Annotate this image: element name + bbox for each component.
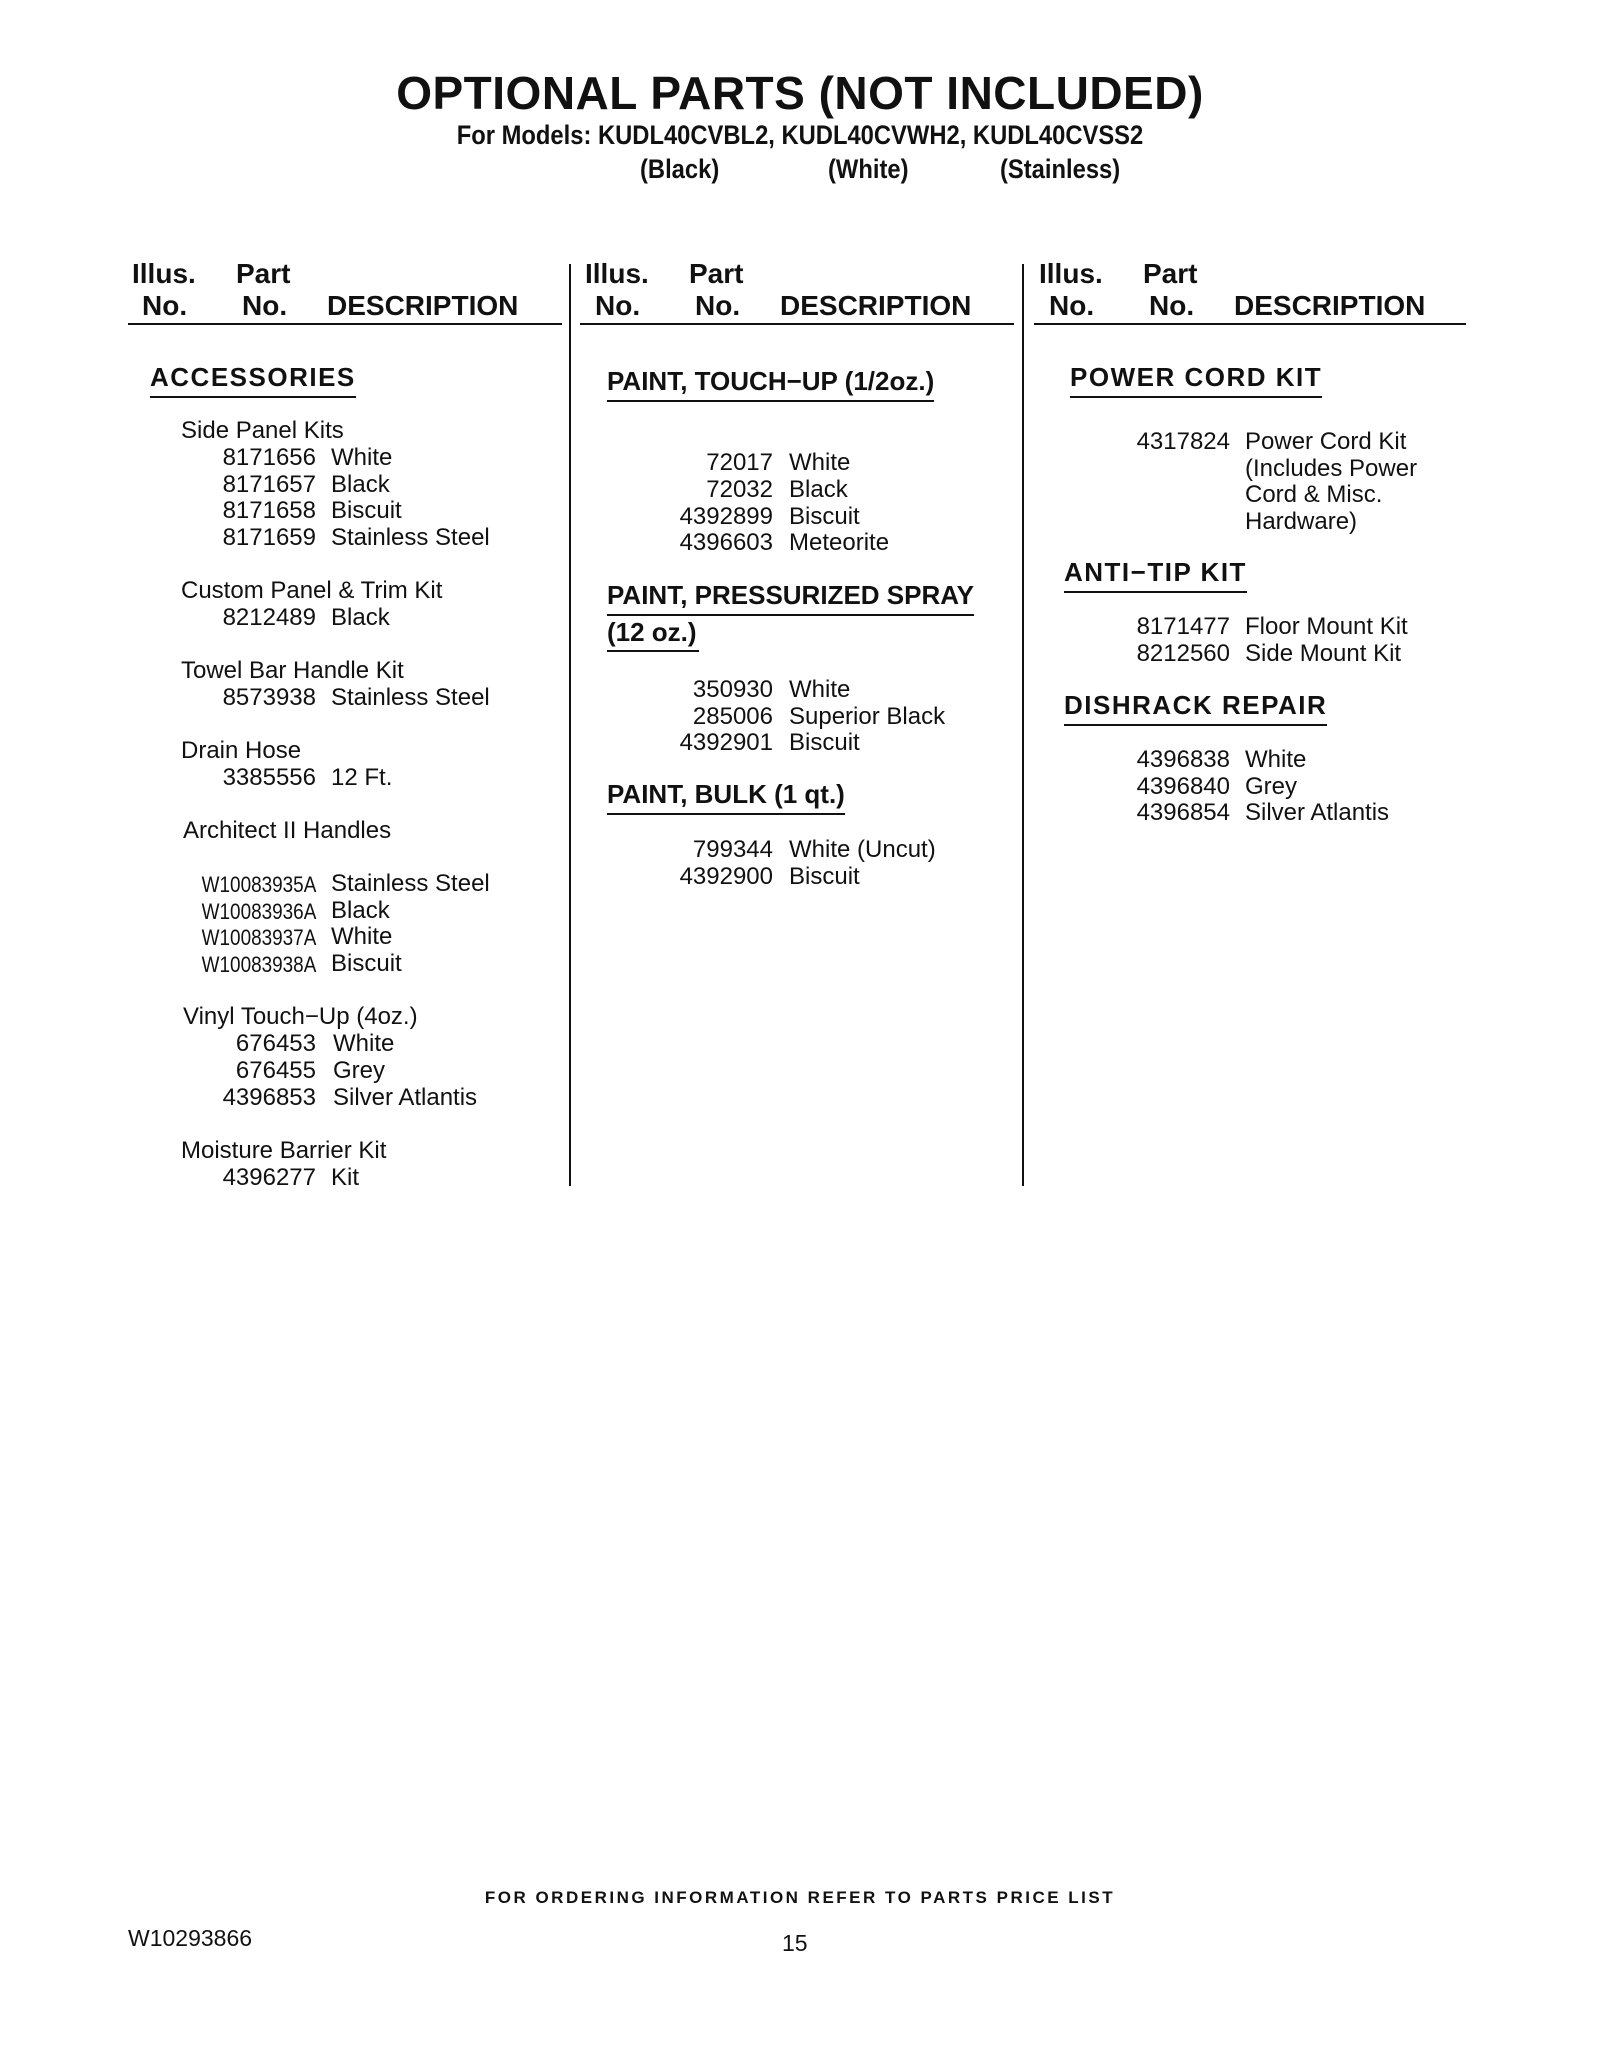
page-number: 15 [782,1930,808,1956]
part-number: 8212489 [222,604,316,631]
header-no: No. [595,290,641,321]
part-description: Black [331,604,390,631]
header-illus: Illus. [585,258,649,289]
part-number: 4317824 [1136,428,1230,455]
section-accessories: ACCESSORIES [150,362,356,398]
part-description: Biscuit [331,497,402,524]
part-number: 4396277 [222,1164,316,1191]
part-description: Meteorite [789,529,890,556]
part-description: Stainless Steel [331,684,490,711]
header-rule [580,323,1014,325]
part-number: 4396853 [222,1084,316,1111]
part-description: Biscuit [331,950,402,977]
group-label: Side Panel Kits [181,417,344,444]
header-rule [128,323,562,325]
part-description-line: Hardware) [1245,508,1358,535]
document-number: W10293866 [128,1925,253,1951]
group-label: Custom Panel & Trim Kit [181,577,443,604]
part-description: Kit [331,1164,360,1191]
part-number: 8573938 [222,684,316,711]
part-description: White [789,449,851,476]
part-description: Silver Atlantis [1245,799,1390,826]
part-description: White [789,676,851,703]
part-number: 8171656 [222,444,316,471]
part-description-line: Cord & Misc. [1245,481,1383,508]
part-number: 4396603 [679,529,773,556]
part-description: White [331,444,393,471]
part-number: 3385556 [222,764,316,791]
part-number: 799344 [692,836,773,863]
part-description: Black [331,471,390,498]
header-no: No. [142,290,188,321]
part-number: 4396838 [1136,746,1230,773]
section-power-cord-kit: POWER CORD KIT [1070,362,1322,398]
part-description-line: (Includes Power [1245,455,1418,482]
part-number: 8171659 [222,524,316,551]
part-number: 285006 [692,703,773,730]
part-number: 676453 [235,1030,316,1057]
models-line: For Models: KUDL40CVBL2, KUDL40CVWH2, KUDL40CVSS2 [456,120,1144,150]
part-description: Biscuit [789,863,860,890]
part-description: 12 Ft. [331,764,393,791]
part-number: W10083938A [201,952,316,977]
header-part: Part [236,258,291,289]
column-divider [569,264,571,1186]
part-number: 4396854 [1136,799,1230,826]
part-description: White [333,1030,395,1057]
header-no: No. [242,290,288,321]
part-description: Floor Mount Kit [1245,613,1408,640]
part-number: 4392900 [679,863,773,890]
part-description: White [1245,746,1307,773]
part-number: W10083936A [201,899,316,924]
section-paint-spray-size: (12 oz.) [607,617,697,647]
group-label: Architect II Handles [183,817,392,844]
part-description: White [331,923,393,950]
header-part: Part [689,258,744,289]
ordering-note: FOR ORDERING INFORMATION REFER TO PARTS PRICE LIST [484,1888,1116,1907]
part-number: 350930 [692,676,773,703]
header-no: No. [695,290,741,321]
part-number: 4396840 [1136,773,1230,800]
header-description: DESCRIPTION [1234,290,1426,321]
part-description: Black [789,476,848,503]
header-no: No. [1049,290,1095,321]
part-description: Black [331,897,390,924]
column-divider [1022,264,1024,1186]
header-rule [1034,323,1466,325]
variant-white: (White) [828,154,909,184]
part-number: 8171477 [1136,613,1230,640]
group-label: Moisture Barrier Kit [181,1137,387,1164]
part-description: Grey [333,1057,386,1084]
part-number: W10083937A [201,925,316,950]
part-number: 8171658 [222,497,316,524]
part-number: 72017 [706,449,773,476]
section-dishrack-repair: DISHRACK REPAIR [1064,690,1327,726]
section-anti-tip-kit: ANTI−TIP KIT [1064,557,1247,593]
part-description: Superior Black [789,703,946,730]
part-description: Biscuit [789,503,860,530]
header-description: DESCRIPTION [780,290,972,321]
section-underline [607,650,699,652]
page-title: OPTIONAL PARTS (NOT INCLUDED) [396,67,1204,119]
header-no: No. [1149,290,1195,321]
header-illus: Illus. [132,258,196,289]
part-number: 8212560 [1136,640,1230,667]
group-label: Towel Bar Handle Kit [181,657,404,684]
part-description: Stainless Steel [331,524,490,551]
variant-stainless: (Stainless) [1000,154,1121,184]
part-description: White (Uncut) [789,836,936,863]
part-number: 4392901 [679,729,773,756]
group-label: Drain Hose [181,737,302,764]
part-number: W10083935A [201,872,316,897]
part-description: Grey [1245,773,1298,800]
part-number: 4392899 [679,503,773,530]
part-description: Biscuit [789,729,860,756]
part-number: 676455 [235,1057,316,1084]
group-label: Vinyl Touch−Up (4oz.) [183,1003,418,1030]
part-number: 72032 [706,476,773,503]
part-number: 8171657 [222,471,316,498]
part-description: Side Mount Kit [1245,640,1402,667]
part-description: Silver Atlantis [333,1084,478,1111]
variant-black: (Black) [640,154,720,184]
header-part: Part [1143,258,1198,289]
header-description: DESCRIPTION [327,290,519,321]
section-paint-pressurized-spray: PAINT, PRESSURIZED SPRAY [607,580,974,616]
section-paint-touch-up: PAINT, TOUCH−UP (1/2oz.) [607,366,934,402]
part-description: Stainless Steel [331,870,490,897]
part-description-line: Power Cord Kit [1245,428,1407,455]
section-paint-bulk: PAINT, BULK (1 qt.) [607,779,845,815]
header-illus: Illus. [1039,258,1103,289]
